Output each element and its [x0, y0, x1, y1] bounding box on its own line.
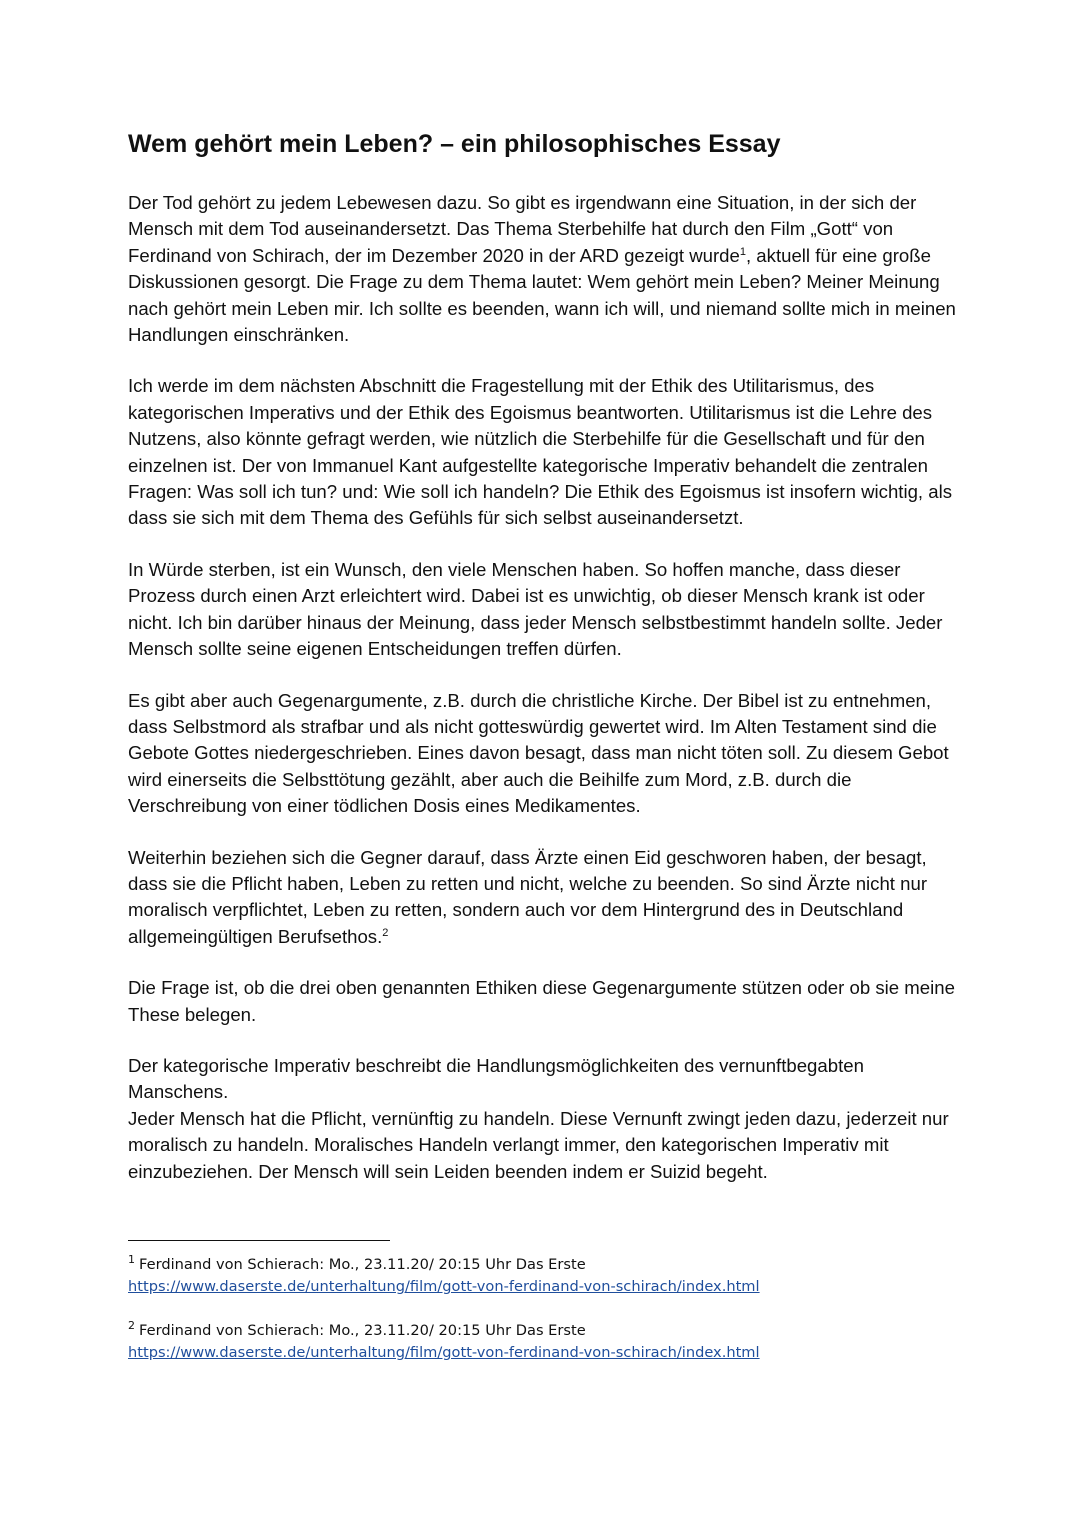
- footnote-ref-1[interactable]: 1: [739, 245, 746, 258]
- essay-title: Wem gehört mein Leben? – ein philosophisches Essay: [128, 130, 781, 158]
- footnote-1: [128, 1254, 958, 1298]
- paragraph-doctors: Weiterhin beziehen sich die Gegner darauf, dass Ärzte einen Eid geschworen haben, der besagt, dass sie die Pflicht haben, Leben zu retten und nicht, welche zu beenden. So sind Ärzte nicht nur moralisch verpflichtet, Leben zu retten, sondern auch vor dem Hintergrund des in Deutschland allgemeingültigen Berufsethos.$^2$: [128, 846, 928, 947]
- footnote-source: Ferdinand von Schierach: Mo., 23.11.20/ 20:15 Uhr Das Erste: [139, 1256, 586, 1273]
- footnote-ref-2[interactable]: 2: [382, 926, 389, 939]
- footnote-2: [128, 1320, 958, 1364]
- footnote-source: Ferdinand von Schierach: Mo., 23.11.20/ 20:15 Uhr Das Erste: [139, 1322, 586, 1339]
- paragraph-dignity: In Würde sterben, ist ein Wunsch, den viele Menschen haben. So hoffen manche, dass dieser Prozess durch einen Arzt erleichtert wird. Dabei ist es unwichtig, ob dieser Mensch krank ist oder nicht. Ich bin darüber hinaus der Meinung, dass jeder Mensch selbstbestimmt handeln sollte. Jeder Mensch sollte seine eigenen Entscheidungen treffen dürfen.: [128, 558, 943, 660]
- footnote-number: 1: [128, 1253, 135, 1267]
- essay-body: [128, 128, 958, 1185]
- footnote-link[interactable]: https://www.daserste.de/unterhaltung/film/gott-von-ferdinand-von-schirach/index.html: [128, 1344, 760, 1361]
- paragraph-method: Ich werde im dem nächsten Abschnitt die Fragestellung mit der Ethik des Utilitarismus, des kategorischen Imperativs und der Ethik des Egoismus beantworten. Utilitarismus ist die Lehre des Nutzens, also könnte gefragt werden, wie nützlich die Sterbehilfe für die Gesellschaft und für den einzelnen ist. Der von Immanuel Kant aufgestellte kategorische Imperativ behandelt die zentralen Fragen: Was soll ich tun? und: Wie soll ich handeln? Die Ethik des Egoismus ist insofern wichtig, als dass sie sich mit dem Thema des Gefühls für sich selbst auseinandersetzt.: [128, 375, 953, 529]
- paragraph-counterarguments: Es gibt aber auch Gegenargumente, z.B. durch die christliche Kirche. Der Bibel ist zu entnehmen, dass Selbstmord als strafbar und als nicht gotteswürdig gewertet wird. Im Alten Testament sind die Gebote Gottes niedergeschrieben. Eines davon besagt, dass man nicht töten soll. Zu diesem Gebot wird einerseits die Selbsttötung gezählt, aber auch die Beihilfe zum Mord, z.B. durch die Verschreibung von einer tödlichen Dosis eines Medikamentes.: [128, 689, 949, 817]
- paragraph-intro: Der Tod gehört zu jedem Lebewesen dazu. So gibt es irgendwann eine Situation, in der sich der Mensch mit dem Tod auseinandersetzt. Das Thema Sterbehilfe hat durch den Film „Gott“ von Ferdinand von Schirach, der im Dezember 2020 in der ARD gezeigt wurde$^1$, aktuell für eine große Diskussionen gesorgt. Die Frage zu dem Thema lautet: Wem gehört mein Leben? Meiner Meinung nach gehört mein Leben mir. Ich sollte es beenden, wann ich will, und niemand sollte mich in meinen Handlungen einschränken.: [128, 192, 956, 346]
- paragraph-imperative-intro: Der kategorische Imperativ beschreibt die Handlungsmöglichkeiten des vernunftbegabten Manschens.: [128, 1054, 864, 1103]
- footnote-number: 2: [128, 1319, 135, 1333]
- paragraph-question: Die Frage ist, ob die drei oben genannten Ethiken diese Gegenargumente stützen oder ob sie meine These belegen.: [128, 977, 955, 1025]
- paragraph-imperative-duty: Jeder Mensch hat die Pflicht, vernünftig zu handeln. Diese Vernunft zwingt jeden dazu, jederzeit nur moralisch zu handeln. Moralisches Handeln verlangt immer, den kategorischen Imperativ mit einzubeziehen. Der Mensch will sein Leiden beenden indem er Suizid begeht.: [128, 1107, 949, 1182]
- footnote-link[interactable]: https://www.daserste.de/unterhaltung/film/gott-von-ferdinand-von-schirach/index.html: [128, 1278, 760, 1295]
- footnote-separator: [128, 1240, 390, 1241]
